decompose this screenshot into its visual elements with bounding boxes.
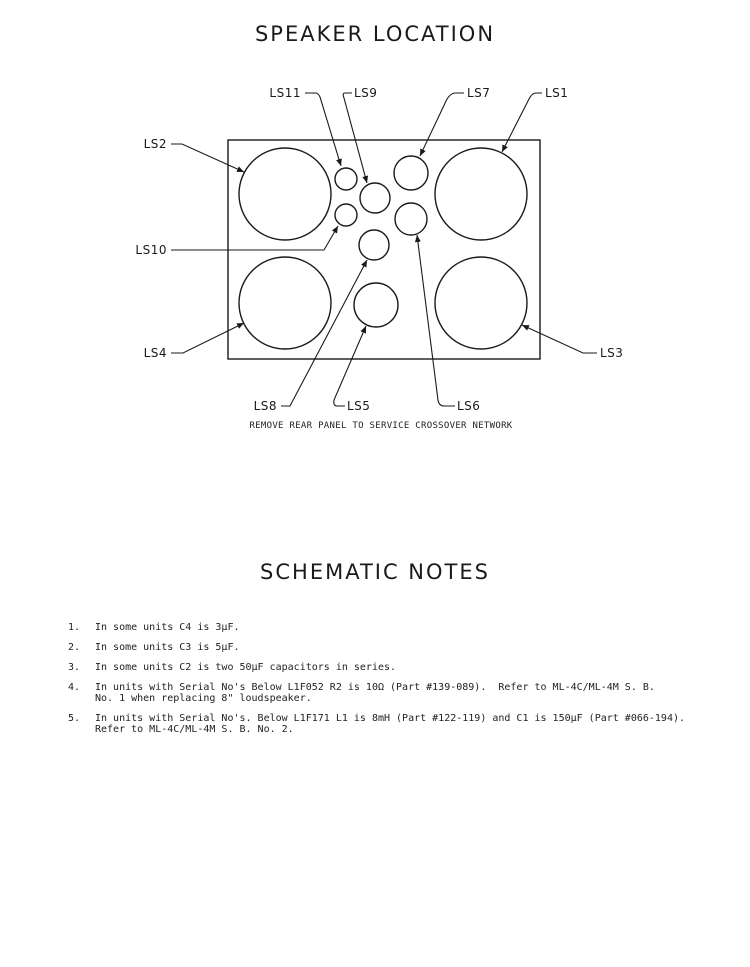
speaker-ls9 — [360, 183, 390, 213]
note-number: 5. — [68, 713, 81, 724]
label-ls9: LS9 — [354, 86, 378, 100]
speaker-ls5 — [354, 283, 398, 327]
label-ls7: LS7 — [467, 86, 491, 100]
speaker-location-title: SPEAKER LOCATION — [254, 22, 496, 46]
note-text: In units with Serial No's Below L1F052 R2 is 10Ω (Part #139-089). Refer to ML-4C/ML-4M S. B. No. 1 when replacing 8" loudspeaker. — [95, 682, 655, 704]
note-number: 1. — [68, 622, 81, 633]
label-ls2: LS2 — [143, 137, 167, 151]
note-text: In some units C4 is 3µF. — [95, 622, 240, 633]
speaker-ls3 — [435, 257, 527, 349]
schematic-notes-list — [68, 622, 728, 744]
label-ls5: LS5 — [347, 399, 371, 413]
label-ls4: LS4 — [143, 346, 167, 360]
note-text: In some units C3 is 5µF. — [95, 642, 240, 653]
label-ls1: LS1 — [545, 86, 569, 100]
leader-ls10 — [171, 226, 338, 250]
leader-ls6 — [417, 235, 455, 406]
label-ls6: LS6 — [457, 399, 481, 413]
note-number: 4. — [68, 682, 81, 693]
leader-ls4 — [171, 323, 244, 353]
note-text: In some units C2 is two 50µF capacitors in series. — [95, 662, 397, 673]
speaker-ls4 — [239, 257, 331, 349]
note-number: 2. — [68, 642, 81, 653]
note-text: In units with Serial No's. Below L1F171 L1 is 8mH (Part #122-119) and C1 is 150µF (Part #066-194). Refer to ML-4C/ML-4M S. B. No. 2. — [95, 713, 686, 735]
note-item — [68, 713, 728, 735]
leader-ls8 — [281, 260, 367, 406]
speaker-ls6 — [395, 203, 427, 235]
speaker-ls1 — [435, 148, 527, 240]
note-item — [68, 682, 728, 704]
note-number: 3. — [68, 662, 81, 673]
label-ls10: LS10 — [135, 243, 167, 257]
speaker-ls2 — [239, 148, 331, 240]
schematic-notes-title: SCHEMATIC NOTES — [260, 560, 490, 584]
leader-ls2 — [171, 144, 244, 172]
label-ls3: LS3 — [600, 346, 624, 360]
speaker-ls11 — [335, 168, 357, 190]
leader-ls9 — [343, 93, 367, 183]
note-item — [68, 642, 728, 653]
leader-ls7 — [420, 93, 464, 156]
speaker-layout-diagram — [0, 0, 750, 450]
note-item — [68, 662, 728, 673]
speaker-ls10 — [335, 204, 357, 226]
leader-ls1 — [502, 93, 542, 152]
diagram-caption: REMOVE REAR PANEL TO SERVICE CROSSOVER NETWORK — [249, 421, 513, 431]
leader-ls5 — [334, 326, 366, 406]
label-ls11: LS11 — [269, 86, 301, 100]
note-item — [68, 622, 728, 633]
label-ls8: LS8 — [253, 399, 277, 413]
speaker-ls7 — [394, 156, 428, 190]
leader-ls3 — [522, 325, 597, 353]
speaker-ls8 — [359, 230, 389, 260]
